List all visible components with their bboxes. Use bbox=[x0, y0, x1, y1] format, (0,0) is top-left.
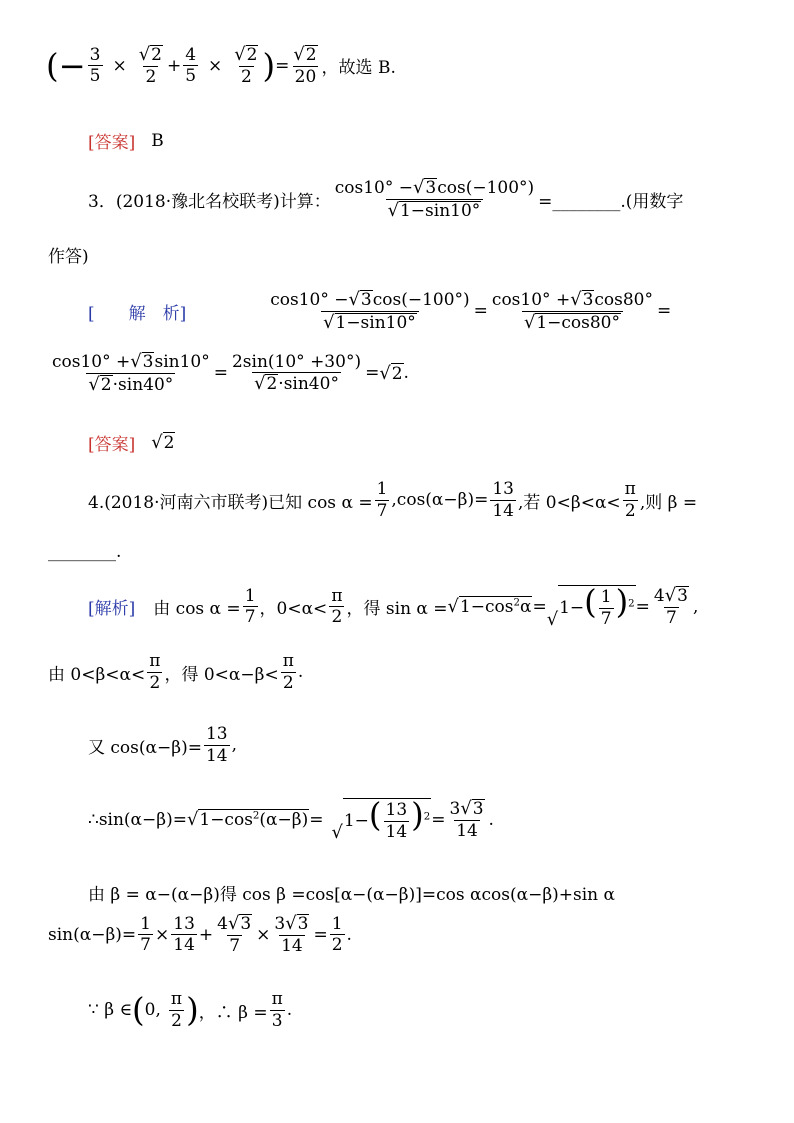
question-3-cont: 作答) bbox=[48, 247, 89, 267]
answer-tag: [答案] bbox=[88, 435, 136, 455]
solution-4-line2: 由 0<β<α< $\frac{\pi}{2}$ ，得 0<α−β< $\frac{\pi}{2}$ . bbox=[48, 651, 304, 693]
solution-4-line7: ∵ β ∈ ( 0, $\frac{\pi}{2}$ ) ，∴ β = $\frac{\pi}{3}$ . bbox=[88, 989, 293, 1031]
solution-4-line1: [解析] 由 cos α = $\frac{1}{7}$ ，0<α< $\frac{\pi}{2}$ ，得 sin α = √ $1-\cos^2\alpha$ = √ 1−( $\frac{1}{7}$ )$^2$ = 4 √ 3 7 , bbox=[88, 583, 699, 630]
solution-tag: [解析] bbox=[88, 599, 136, 620]
solution-tag: [ 解 析] bbox=[88, 303, 187, 324]
solution-4-line5: 由 β = α−(α−β)得 cos β =cos[α−(α−β)]=cos αcos(α−β)+sin α bbox=[88, 885, 616, 905]
solution-4-line4: ∴sin(α−β)= √ $1-\cos^2(\alpha-\beta)$ = √ 1−( $\frac{13}{14}$ )$^2$ = 3 √ 3 14 . bbox=[88, 796, 494, 843]
line-1: (− $\frac{3}{5}$ × √ 2 2 + $\frac{4}{5}$ × √ 2 2 ) = √ 2 20 ，故选 B. bbox=[46, 44, 396, 87]
solution-4-line6: sin(α−β)= $\frac{1}{7}$ × $\frac{13}{14}$ + 4 √ 3 7 × 3 √ 3 14 = $\frac{1}{2}$ . bbox=[48, 913, 352, 956]
question-4-cont: ________. bbox=[48, 542, 122, 562]
question-3: 3．(2018·豫北名校联考)计算： cos10° − √ 3 cos(−100°) √ 1−sin10° =________.(用数字 bbox=[88, 177, 684, 221]
solution-3-line1: [ 解 析] cos10° − √ 3 cos(−100°) √ 1−sin10° = cos10° + √ 3 cos80° √ 1−cos80° = bbox=[88, 289, 672, 333]
solution-4-line3: 又 cos(α−β)= $\frac{13}{14}$ , bbox=[88, 724, 237, 766]
answer-value: B bbox=[151, 130, 164, 151]
answer-tag: [答案] bbox=[88, 133, 136, 153]
frac: $\frac{3}{5}$ bbox=[89, 44, 101, 87]
question-4: 4.(2018·河南六市联考)已知 cos α = $\frac{1}{7}$ ,cos(α−β)= $\frac{13}{14}$ ,若 0<β<α< $\frac{\pi}{2}$ ,则 β = bbox=[88, 479, 698, 521]
solution-3-line2: cos10° + √ 3 sin10° √ 2 ·sin40° = 2sin(10° +30°) √ 2 ·sin40° = √ 2 . bbox=[52, 351, 409, 395]
answer-1 bbox=[88, 128, 164, 153]
answer-value: √ 2 bbox=[151, 432, 175, 453]
answer-3 bbox=[88, 430, 175, 455]
